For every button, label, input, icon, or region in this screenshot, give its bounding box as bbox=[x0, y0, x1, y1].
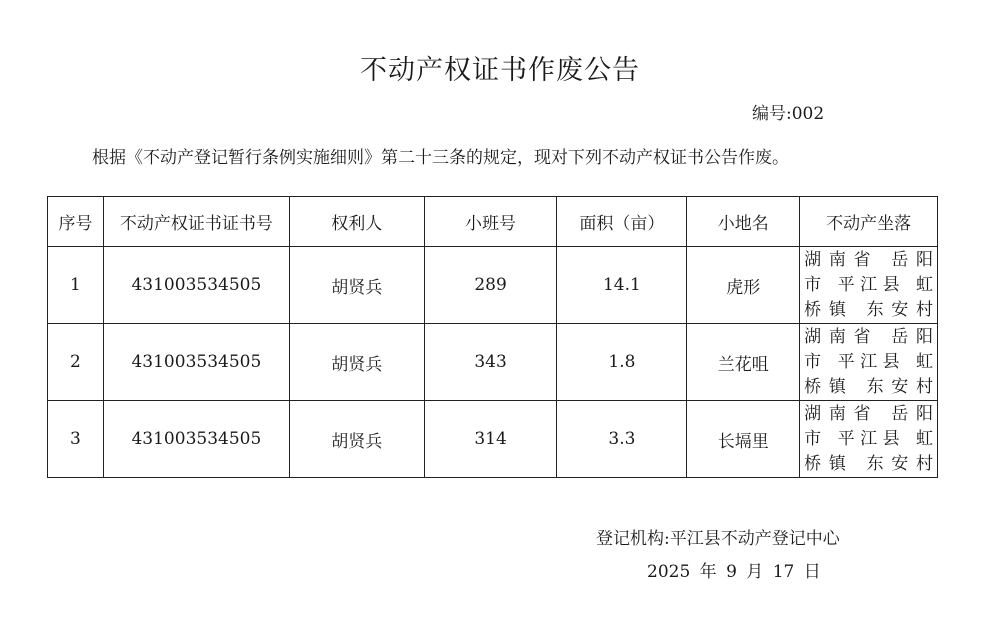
location-line: 市 平江县 虹 bbox=[804, 274, 933, 295]
cell-holder: 胡贤兵 bbox=[289, 401, 424, 478]
table-row bbox=[48, 401, 938, 478]
location-line: 桥镇 东安村 bbox=[804, 299, 933, 320]
cell-plot-no: 314 bbox=[424, 401, 557, 478]
cell-place-name: 兰花咀 bbox=[687, 324, 800, 401]
cell-area: 3.3 bbox=[557, 401, 687, 478]
notice-title: 不动产权证书作废公告 bbox=[360, 55, 640, 86]
cell-plot-no: 289 bbox=[424, 247, 557, 324]
cell-seq: 1 bbox=[48, 247, 104, 324]
header-seq: 序号 bbox=[48, 197, 104, 247]
cell-seq: 3 bbox=[48, 401, 104, 478]
header-place-name: 小地名 bbox=[687, 197, 800, 247]
location-line: 桥镇 东安村 bbox=[804, 376, 933, 397]
table-row bbox=[48, 324, 938, 401]
cell-cert-no: 431003534505 bbox=[103, 401, 289, 478]
table-header-row bbox=[48, 197, 938, 247]
cell-location bbox=[800, 324, 938, 401]
cell-plot-no: 343 bbox=[424, 324, 557, 401]
header-plot-no: 小班号 bbox=[424, 197, 557, 247]
location-line: 湖南省 岳阳 bbox=[804, 249, 933, 270]
header-area: 面积（亩） bbox=[557, 197, 687, 247]
location-line: 市 平江县 虹 bbox=[804, 351, 933, 372]
notice-date: 2025 年 9 月 17 日 bbox=[647, 562, 821, 582]
cell-holder: 胡贤兵 bbox=[289, 324, 424, 401]
header-holder: 权利人 bbox=[289, 197, 424, 247]
header-location: 不动产坐落 bbox=[800, 197, 938, 247]
registration-authority: 登记机构:平江县不动产登记中心 bbox=[596, 529, 840, 549]
location-line: 桥镇 东安村 bbox=[804, 453, 933, 474]
cell-area: 1.8 bbox=[557, 324, 687, 401]
cell-place-name: 长塥里 bbox=[687, 401, 800, 478]
location-line: 市 平江县 虹 bbox=[804, 428, 933, 449]
certificate-table bbox=[47, 196, 938, 478]
location-line: 湖南省 岳阳 bbox=[804, 403, 933, 424]
cell-cert-no: 431003534505 bbox=[103, 324, 289, 401]
document-number: 编号:002 bbox=[752, 104, 825, 124]
cell-cert-no: 431003534505 bbox=[103, 247, 289, 324]
cell-seq: 2 bbox=[48, 324, 104, 401]
cell-holder: 胡贤兵 bbox=[289, 247, 424, 324]
intro-paragraph: 根据《不动产登记暂行条例实施细则》第二十三条的规定，现对下列不动产权证书公告作废。 bbox=[92, 148, 789, 168]
cell-location bbox=[800, 247, 938, 324]
header-cert-no: 不动产权证书证书号 bbox=[103, 197, 289, 247]
cell-place-name: 虎形 bbox=[687, 247, 800, 324]
table-row bbox=[48, 247, 938, 324]
cell-area: 14.1 bbox=[557, 247, 687, 324]
cell-location bbox=[800, 401, 938, 478]
location-line: 湖南省 岳阳 bbox=[804, 326, 933, 347]
